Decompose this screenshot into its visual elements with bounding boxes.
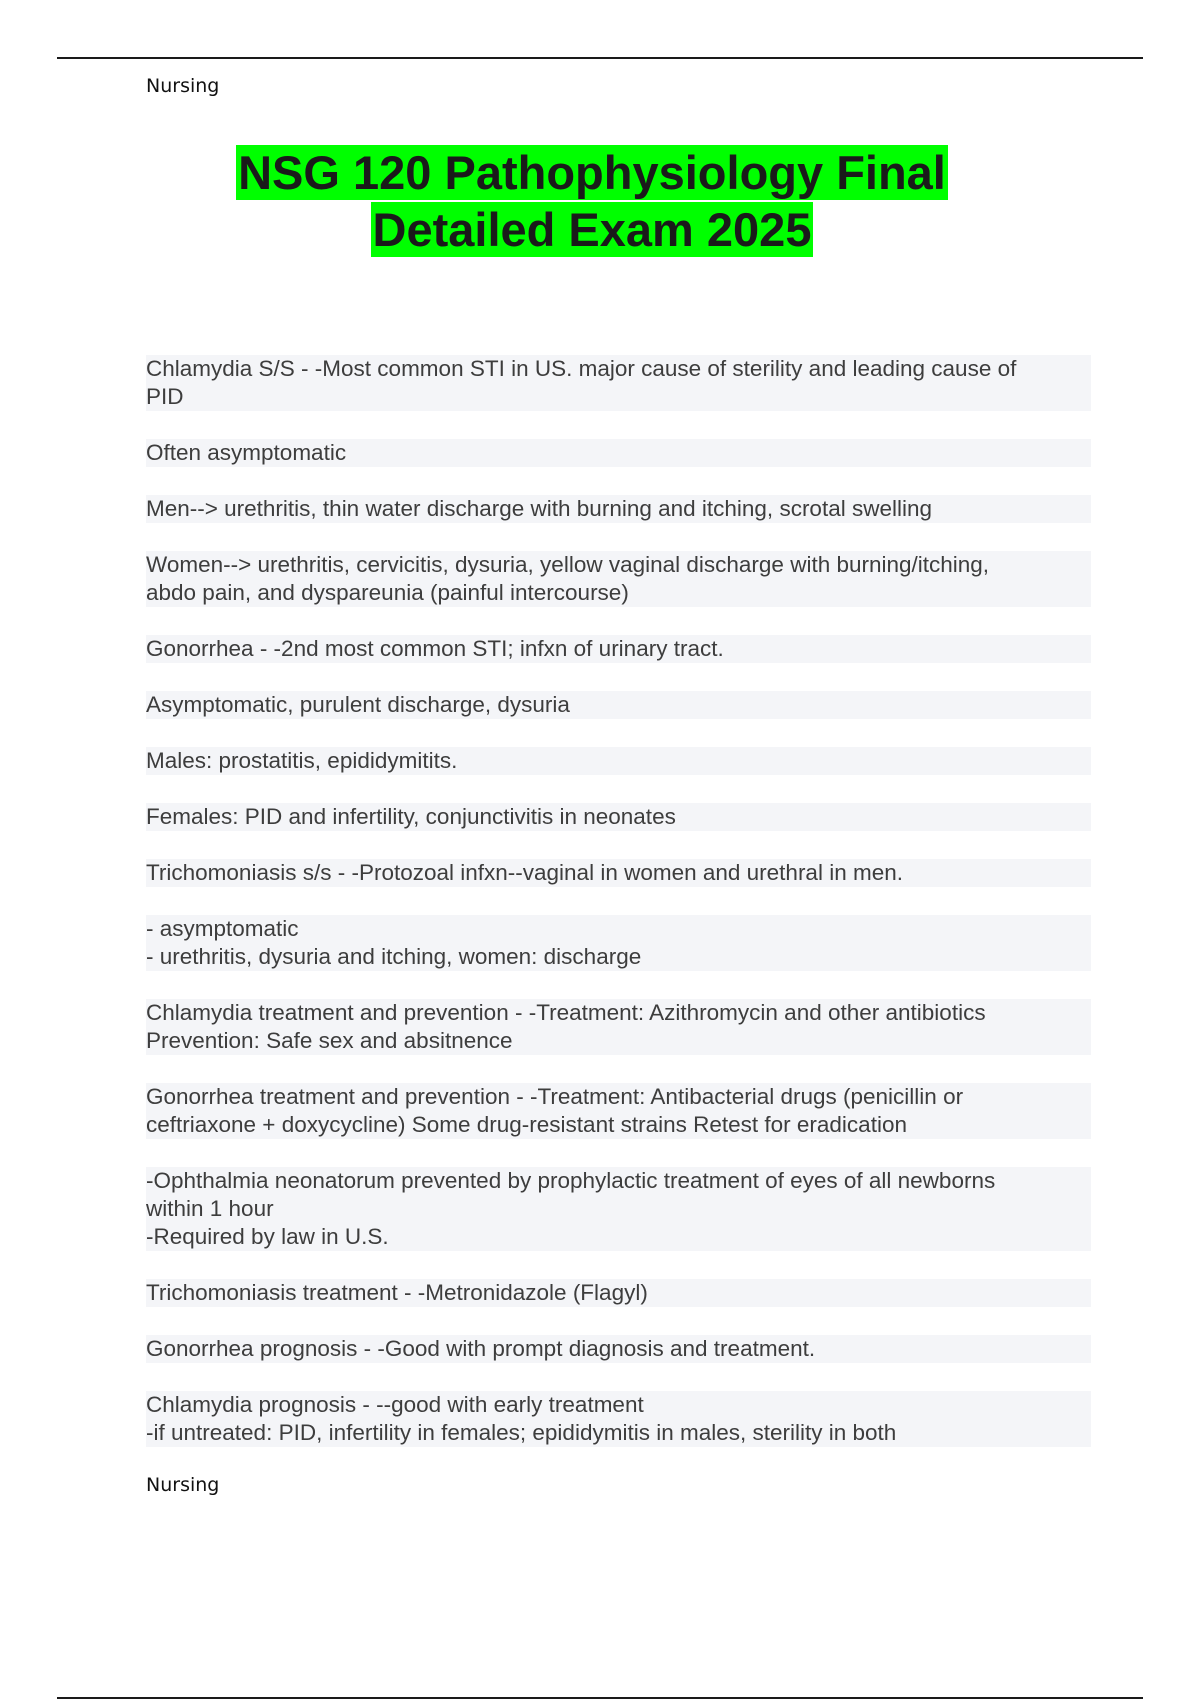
paragraph bbox=[146, 747, 1091, 775]
paragraph-line: Trichomoniasis s/s - -Protozoal infxn--vaginal in women and urethral in men. bbox=[146, 860, 903, 885]
paragraph-line: Women--> urethritis, cervicitis, dysuria, yellow vaginal discharge with burning/itching, bbox=[146, 552, 990, 577]
paragraph bbox=[146, 1391, 1091, 1447]
paragraph bbox=[146, 635, 1091, 663]
paragraph bbox=[146, 915, 1091, 971]
paragraph-line: Males: prostatitis, epididymitits. bbox=[146, 748, 458, 773]
paragraph bbox=[146, 551, 1091, 607]
paragraph bbox=[146, 999, 1091, 1055]
paragraph-line: -Required by law in U.S. bbox=[146, 1224, 389, 1249]
paragraph-line: abdo pain, and dyspareunia (painful intercourse) bbox=[146, 580, 629, 605]
title-line-2: Detailed Exam 2025 bbox=[372, 203, 812, 256]
paragraph bbox=[146, 1083, 1091, 1139]
paragraph-line: -Ophthalmia neonatorum prevented by prophylactic treatment of eyes of all newborns bbox=[146, 1168, 996, 1193]
paragraph bbox=[146, 859, 1091, 887]
paragraph-line: within 1 hour bbox=[146, 1196, 274, 1221]
paragraph bbox=[146, 1167, 1091, 1251]
document-title bbox=[0, 144, 1184, 258]
paragraph bbox=[146, 355, 1091, 411]
paragraph bbox=[146, 1335, 1091, 1363]
paragraph-line: ceftriaxone + doxycycline) Some drug-resistant strains Retest for eradication bbox=[146, 1112, 907, 1137]
title-line-1: NSG 120 Pathophysiology Final bbox=[238, 146, 946, 199]
paragraph-line: PID bbox=[146, 384, 184, 409]
paragraph-line: Gonorrhea prognosis - -Good with prompt diagnosis and treatment. bbox=[146, 1336, 816, 1361]
paragraph bbox=[146, 495, 1091, 523]
paragraph-line: Chlamydia treatment and prevention - -Treatment: Azithromycin and other antibiotics bbox=[146, 1000, 986, 1025]
paragraph-line: Men--> urethritis, thin water discharge with burning and itching, scrotal swelling bbox=[146, 496, 932, 521]
paragraph-line: - urethritis, dysuria and itching, women: discharge bbox=[146, 944, 642, 969]
paragraph-line: Trichomoniasis treatment - -Metronidazole (Flagyl) bbox=[146, 1280, 648, 1305]
document-body bbox=[146, 355, 1091, 1475]
paragraph-line: Females: PID and infertility, conjunctivitis in neonates bbox=[146, 804, 676, 829]
footer-rule bbox=[57, 1697, 1143, 1699]
paragraph-line: Gonorrhea treatment and prevention - -Treatment: Antibacterial drugs (penicillin or bbox=[146, 1084, 964, 1109]
running-footer: Nursing bbox=[146, 1474, 220, 1496]
paragraph-line: Chlamydia S/S - -Most common STI in US. major cause of sterility and leading cause of bbox=[146, 356, 1017, 381]
paragraph-line: -if untreated: PID, infertility in females; epididymitis in males, sterility in both bbox=[146, 1420, 897, 1445]
paragraph bbox=[146, 691, 1091, 719]
paragraph-line: Chlamydia prognosis - --good with early treatment bbox=[146, 1392, 644, 1417]
paragraph bbox=[146, 439, 1091, 467]
paragraph bbox=[146, 803, 1091, 831]
paragraph-line: Gonorrhea - -2nd most common STI; infxn of urinary tract. bbox=[146, 636, 724, 661]
paragraph-line: Often asymptomatic bbox=[146, 440, 347, 465]
paragraph-line: Asymptomatic, purulent discharge, dysuria bbox=[146, 692, 570, 717]
header-rule bbox=[57, 57, 1143, 59]
paragraph-line: Prevention: Safe sex and absitnence bbox=[146, 1028, 513, 1053]
paragraph-line: - asymptomatic bbox=[146, 916, 299, 941]
running-header: Nursing bbox=[146, 75, 220, 97]
paragraph bbox=[146, 1279, 1091, 1307]
